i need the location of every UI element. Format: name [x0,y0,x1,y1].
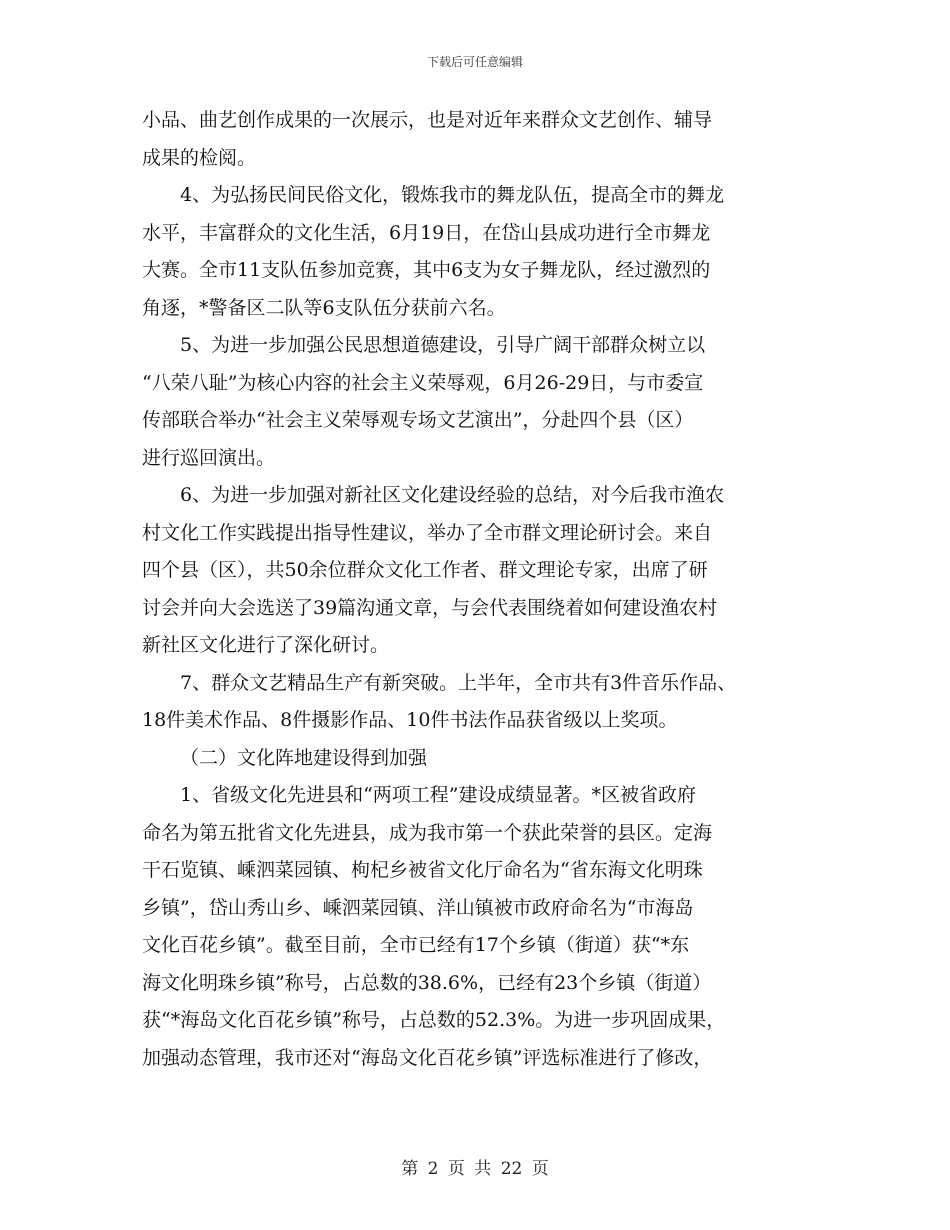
text-line: 成果的检阅。 [142,146,257,169]
text-line: 6、为进一步加强对新社区文化建设经验的总结，对今后我市渔农 [180,484,725,506]
text-line: 村文化工作实践提出指导性建议，举办了全市群文理论研讨会。来自 [142,521,713,544]
text-line: 5、为进一步加强公民思想道德建设，引导广阔干部群众树立以 [180,334,706,356]
text-line: 文化百花乡镇”。截至目前，全市已经有17个乡镇（街道）获“*东 [142,934,690,956]
text-line: 命名为第五批省文化先进县，成为我市第一个获此荣誉的县区。定海 [142,821,713,844]
text-line: “八荣八耻”为核心内容的社会主义荣辱观，6月26-29日，与市委宣 [142,371,704,394]
text-line: 新社区文化进行了深化研讨。 [142,634,390,656]
text-line: 大赛。全市11支队伍参加竞赛，其中6支为女子舞龙队，经过激烈的 [142,259,711,281]
document-body [142,102,812,1077]
text-line: 干石览镇、嵊泗菜园镇、枸杞乡被省文化厅命名为“省东海文化明珠 [142,859,703,881]
text-line: 四个县（区），共50余位群众文化工作者、群文理论专家，出席了研 [142,559,708,581]
text-line: 18件美术作品、8件摄影作品、10件书法作品获省级以上奖项。 [142,709,678,731]
text-line: 讨会并向大会选送了39篇沟通文章，与会代表围绕着如何建设渔农村 [142,596,718,619]
text-line: 1、省级文化先进县和“两项工程”建设成绩显著。*区被省政府 [180,784,697,806]
text-line: 加强动态管理，我市还对“海岛文化百花乡镇”评选标准进行了修改， [142,1046,713,1069]
text-line: 海文化明珠乡镇”称号，占总数的38.6%，已经有23个乡镇（街道） [142,971,712,994]
text-line: 传部联合举办“社会主义荣辱观专场文艺演出”，分赴四个县（区） [142,409,694,431]
section-heading: （二）文化阵地建设得到加强 [180,746,428,769]
text-line: 乡镇”，岱山秀山乡、嵊泗菜园镇、洋山镇被市政府命名为“市海岛 [142,896,694,919]
text-line: 小品、曲艺创作成果的一次展示，也是对近年来群众文艺创作、辅导 [142,109,713,131]
page-header: 下载后可任意编辑 [426,55,523,69]
text-line: 获“*海岛文化百花乡镇”称号，占总数的52.3%。为进一步巩固成果， [142,1009,726,1031]
text-line: 水平，丰富群众的文化生活，6月19日，在岱山县成功进行全市舞龙 [142,221,711,244]
text-line: 进行巡回演出。 [142,446,276,469]
text-line: 4、为弘扬民间民俗文化，锻炼我市的舞龙队伍，提高全市的舞龙 [180,184,725,206]
text-line: 角逐，*警备区二队等6支队伍分获前六名。 [142,296,506,319]
text-line: 7、群众文艺精品生产有新突破。上半年，全市共有3件音乐作品、 [180,671,737,694]
page-footer: 第 2 页 共 22 页 [401,1159,549,1179]
